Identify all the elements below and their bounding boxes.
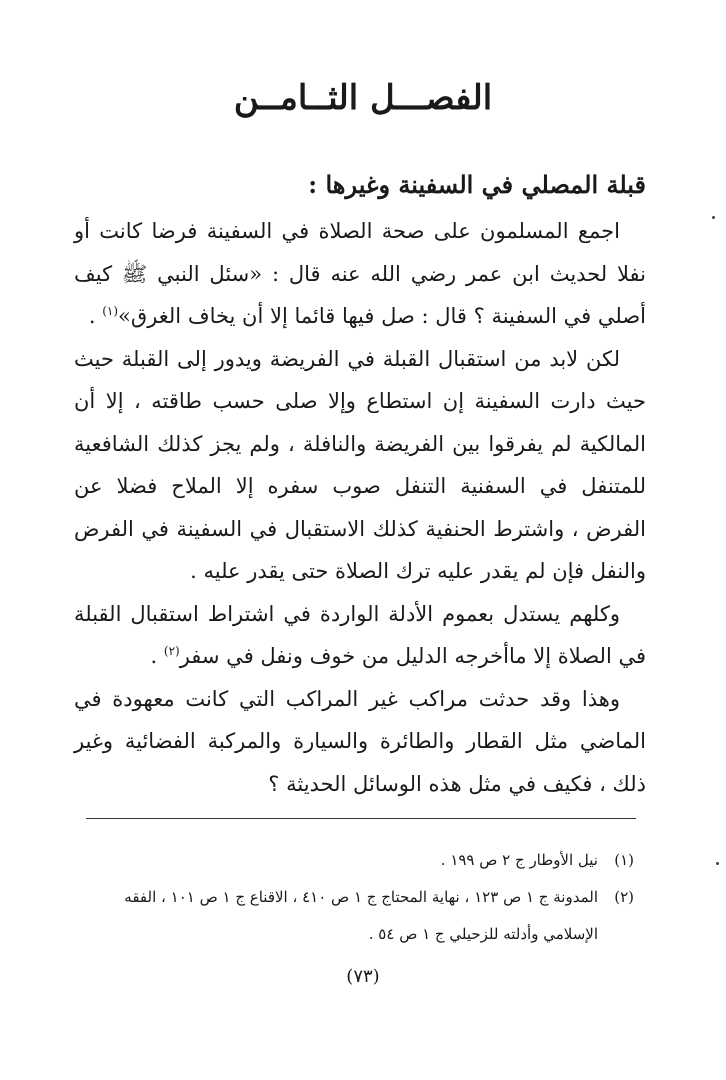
body-text	[74, 210, 646, 805]
footnote-2-number: (٢)	[614, 888, 634, 906]
footnote-1	[74, 842, 634, 879]
paragraph-2	[74, 338, 646, 593]
paragraph-2-text: لكن لابد من استقبال القبلة في الفريضة ويدور إلى القبلة حيث حيث دارت السفينة إن استطاع وإلا صلى حسب طاقته ، إلا أن المالكية لم يفرقوا بين الفريضة والنافلة ، ولم يجز كذلك الشافعية للمتنفل في السفنية التنفل صوب سفره إلا الملاح فضلا عن الفرض ، واشترط الحنفية كذلك الاستقبال في السفينة في الفرض والنفل فإن لم يقدر عليه ترك الصلاة حتى يقدر عليه .	[74, 346, 646, 583]
scan-speck	[716, 862, 719, 865]
footnote-ref-2[interactable]: (٢)	[163, 644, 180, 658]
footnote-1-text: نيل الأوطار ج ٢ ص ١٩٩ .	[440, 851, 598, 869]
paragraph-1-tail: .	[88, 304, 103, 328]
paragraph-3-tail: .	[150, 644, 164, 668]
footnote-separator	[86, 818, 636, 819]
footnote-1-number: (١)	[614, 851, 634, 869]
paragraph-1	[74, 210, 646, 338]
paragraph-4-text: وهذا وقد حدثت مراكب غير المراكب التي كانت معهودة في الماضي مثل القطار والطائرة والسيارة والمركبة الفضائية وغير ذلك ، فكيف في مثل هذه الوسائل الحديثة ؟	[74, 686, 646, 796]
paragraph-3	[74, 593, 646, 678]
page-number: (٧٣)	[346, 966, 380, 987]
paragraph-3-text: وكلهم يستدل بعموم الأدلة الواردة في اشتراط استقبال القبلة في الصلاة إلا ماأخرجه الدليل من خوف ونفل في سفر	[74, 601, 646, 668]
chapter-title: الفصـــل الثــامــن	[233, 78, 493, 118]
footnote-2	[74, 879, 634, 953]
scan-speck	[712, 216, 715, 219]
footnotes	[74, 842, 634, 953]
section-heading: قبلة المصلي في السفينة وغيرها :	[308, 170, 646, 199]
footnote-2-text: المدونة ج ١ ص ١٢٣ ، نهاية المحتاج ج ١ ص ٤١٠ ، الاقناع ج ١ ص ١٠١ ، الفقه الإسلامي وأدلته للزحيلي ج ١ ص ٥٤ .	[124, 888, 598, 943]
paragraph-1-text: اجمع المسلمون على صحة الصلاة في السفينة فرضا كانت أو نفلا لحديث ابن عمر رضي الله عنه قال : «سئل النبي ﷺ كيف أصلي في السفينة ؟ قال : صل فيها قائما إلا أن يخاف الغرق»	[74, 219, 646, 328]
paragraph-4	[74, 678, 646, 806]
footnote-ref-1[interactable]: (١)	[102, 304, 119, 318]
